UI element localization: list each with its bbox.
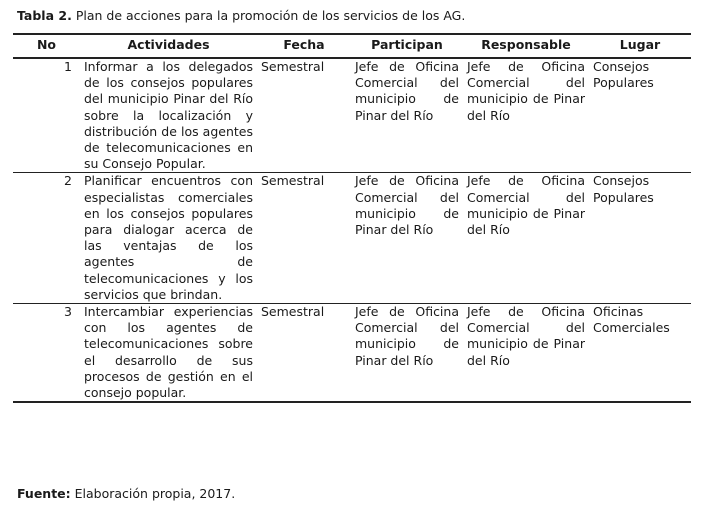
row-responsable: Jefe de Oficina Comercial del municipio de Pinar del Río: [463, 58, 589, 173]
row-participan: Jefe de Oficina Comercial del municipio de Pinar del Río: [351, 304, 463, 403]
table-caption: [17, 8, 465, 24]
row-actividad: Informar a los delegados de los consejos populares del municipio Pinar del Río sobre la localización y distribución de los agentes de telecomunicaciones en su Consejo Popular.: [80, 58, 257, 173]
row-participan: Jefe de Oficina Comercial del municipio de Pinar del Río: [351, 173, 463, 304]
header-no: No: [13, 34, 80, 58]
row-number: 3: [13, 304, 80, 403]
header-participan: Participan: [351, 34, 463, 58]
row-lugar: Consejos Populares: [589, 58, 691, 173]
row-actividad: Intercambiar experiencias con los agentes de telecomunicaciones sobre el desarrollo de sus procesos de gestión en el consejo popular.: [80, 304, 257, 403]
row-actividad: Planificar encuentros con especialistas comerciales en los consejos populares para dialogar acerca de las ventajas de los agentes de telecomunicaciones y los servicios que brindan.: [80, 173, 257, 304]
source-text: Elaboración propia, 2017.: [74, 486, 236, 501]
source-note: [17, 486, 235, 502]
row-lugar: Oficinas Comerciales: [589, 304, 691, 403]
header-actividades: Actividades: [80, 34, 257, 58]
source-label: Fuente:: [17, 486, 71, 501]
row-fecha: Semestral: [257, 58, 351, 173]
row-fecha: Semestral: [257, 304, 351, 403]
row-number: 1: [13, 58, 80, 173]
header-row: [13, 34, 691, 58]
caption-label: Tabla 2.: [17, 8, 72, 23]
table-row: [13, 304, 691, 403]
header-lugar: Lugar: [589, 34, 691, 58]
row-responsable: Jefe de Oficina Comercial del municipio de Pinar del Río: [463, 304, 589, 403]
row-responsable: Jefe de Oficina Comercial del municipio de Pinar del Río: [463, 173, 589, 304]
table-row: [13, 58, 691, 173]
action-plan-table: [13, 33, 691, 403]
row-fecha: Semestral: [257, 173, 351, 304]
row-number: 2: [13, 173, 80, 304]
row-lugar: Consejos Populares: [589, 173, 691, 304]
table-row: [13, 173, 691, 304]
caption-text: Plan de acciones para la promoción de los servicios de los AG.: [75, 8, 466, 23]
header-fecha: Fecha: [257, 34, 351, 58]
header-responsable: Responsable: [463, 34, 589, 58]
row-participan: Jefe de Oficina Comercial del municipio de Pinar del Río: [351, 58, 463, 173]
